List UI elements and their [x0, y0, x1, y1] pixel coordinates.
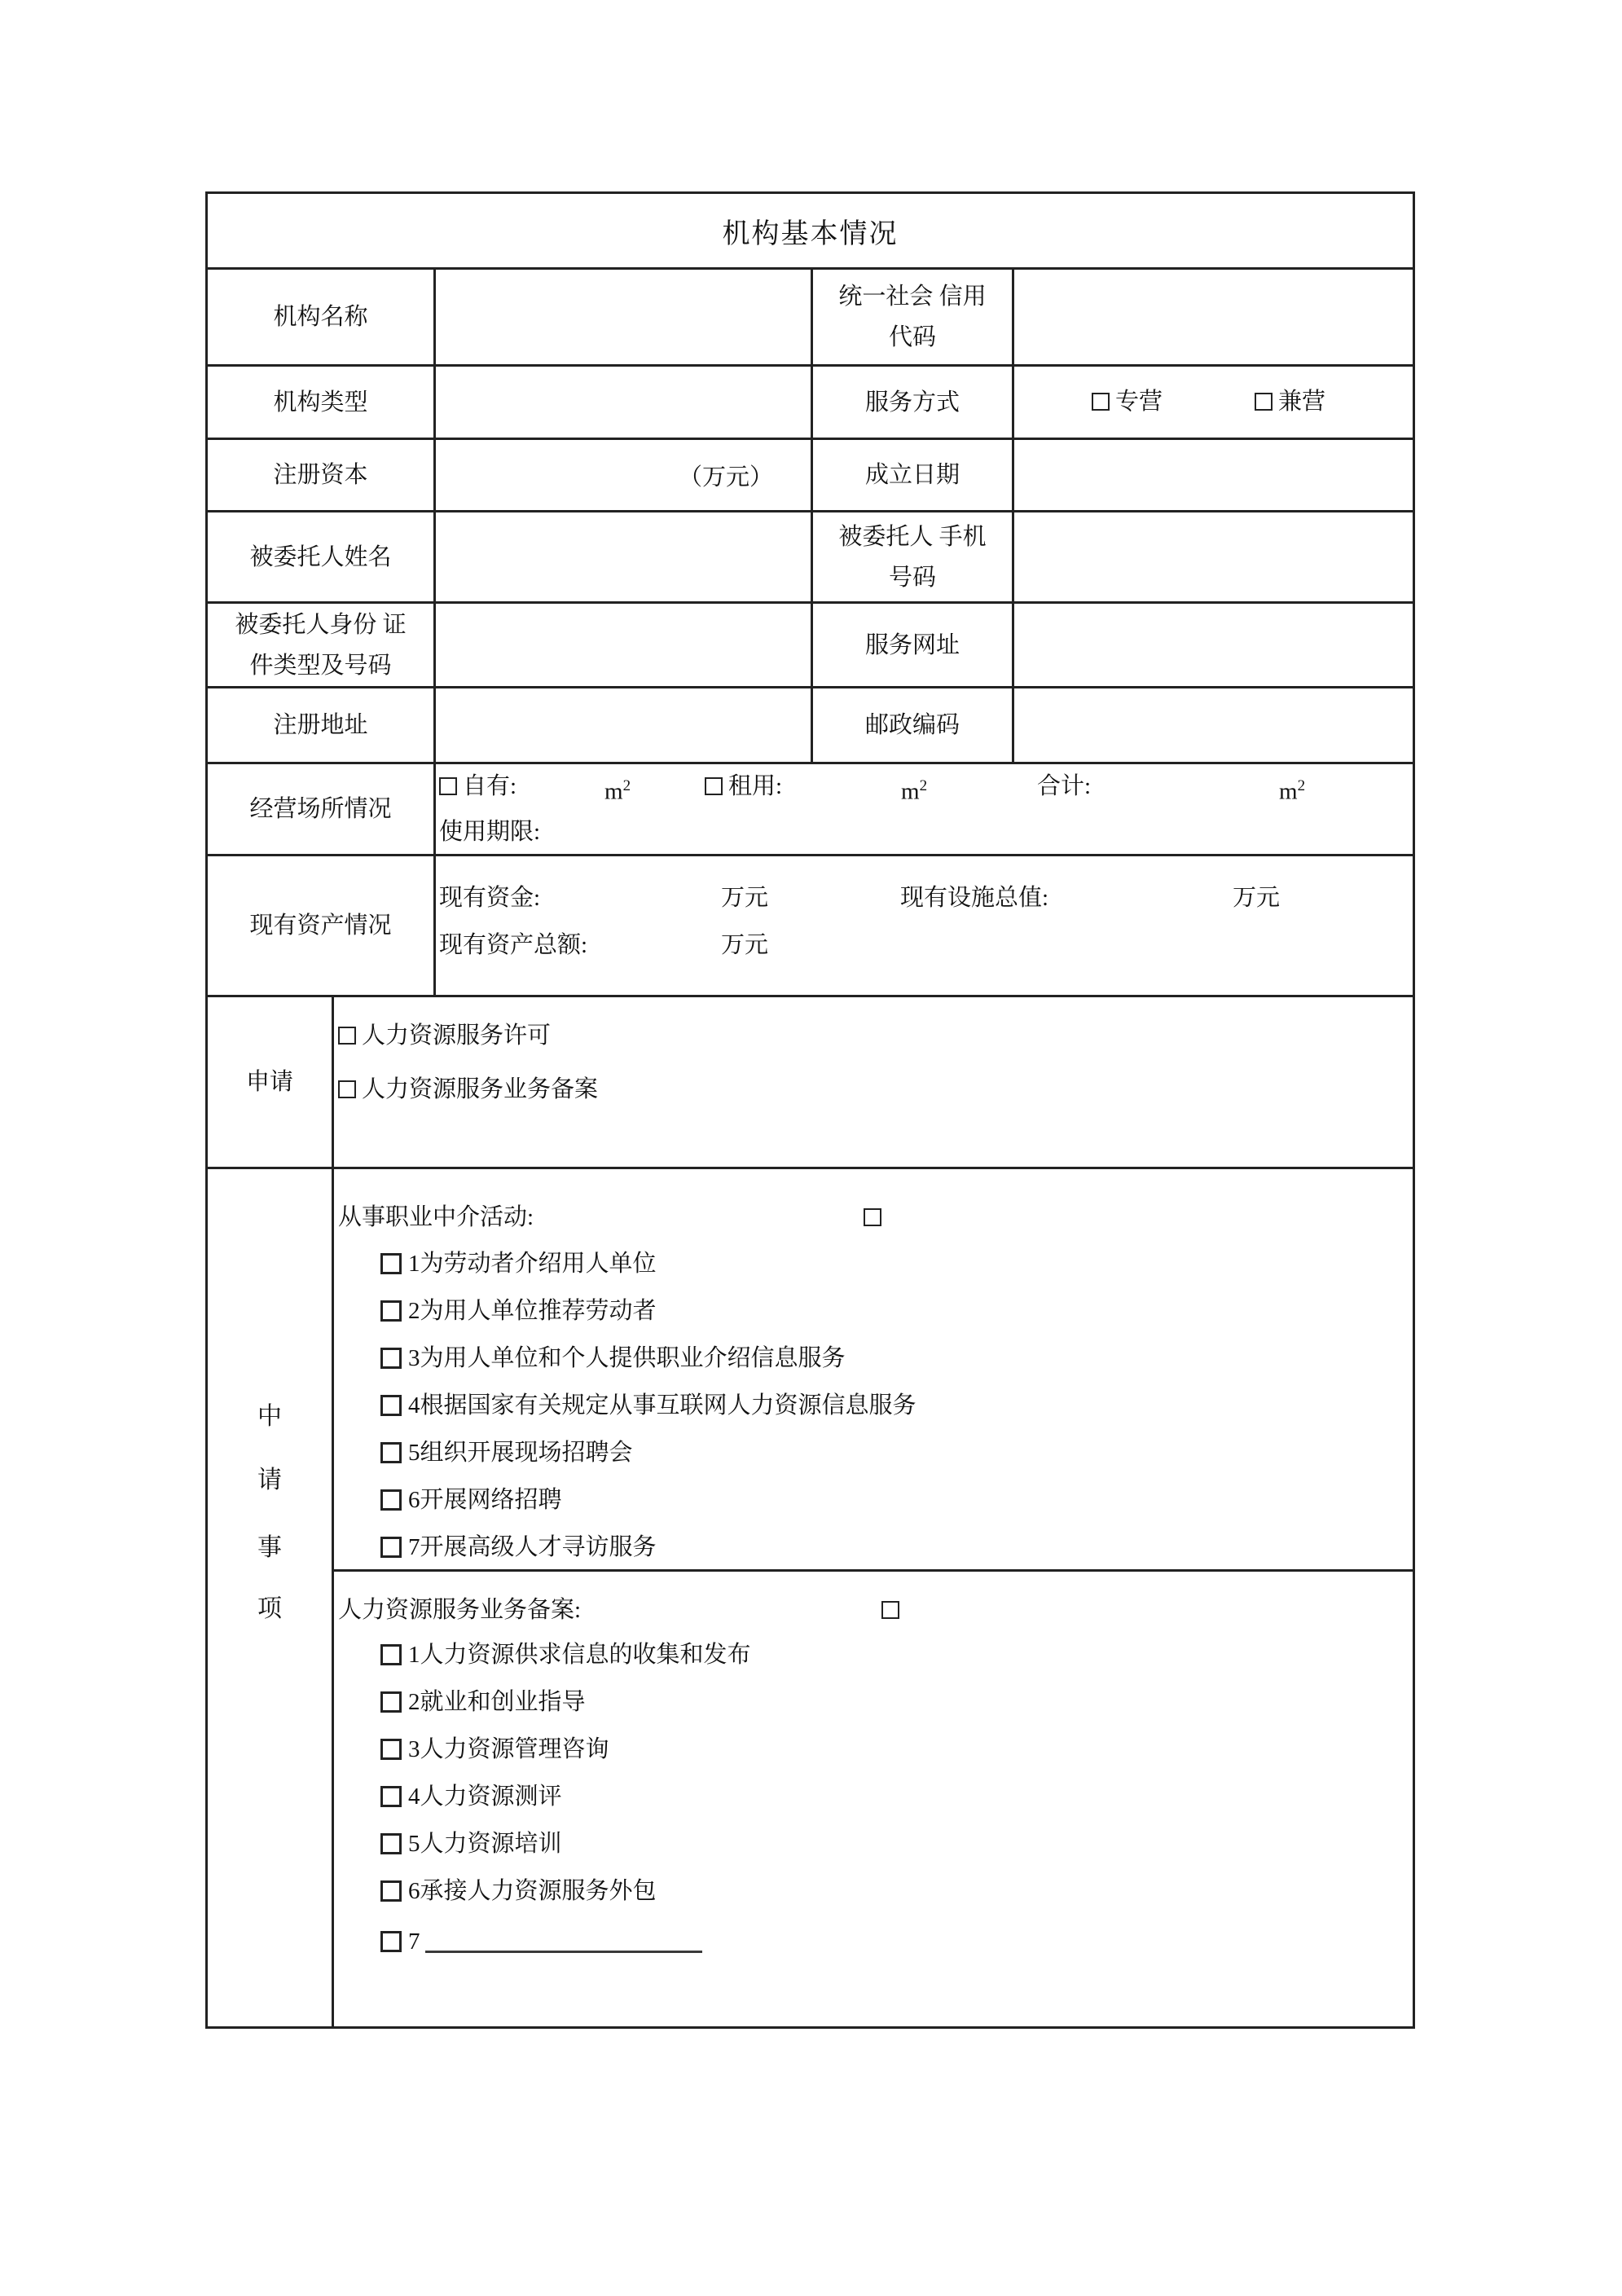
checkbox-icon[interactable]	[380, 1786, 402, 1807]
credit-code-label: 统一社会 信用 代码	[813, 270, 1014, 364]
service-mode-value	[1014, 367, 1413, 438]
checkbox-icon[interactable]	[439, 777, 457, 795]
service-mode-label: 服务方式	[813, 367, 1014, 438]
checklist-item: 6承接人力资源服务外包	[408, 1878, 657, 1904]
entrusted-phone-label: 被委托人 手机 号码	[813, 512, 1014, 601]
establish-date-label: 成立日期	[813, 440, 1014, 510]
checklist-item: 5人力资源培训	[408, 1831, 562, 1857]
checklist-item: 5组织开展现场招聘会	[408, 1440, 633, 1466]
checkbox-icon[interactable]	[380, 1537, 402, 1558]
section-agency-activities	[334, 1169, 1413, 1572]
registered-capital-value[interactable]	[436, 440, 813, 510]
checkbox-icon[interactable]	[705, 777, 723, 795]
apply-items-label: 中 请 事 项	[208, 1169, 334, 2026]
apply-items-sections	[334, 1169, 1413, 2026]
section-a-heading: 从事职业中介活动:	[338, 1204, 534, 1230]
premises-term-label: 使用期限:	[439, 819, 541, 845]
checklist-item: 1人力资源供求信息的收集和发布	[408, 1642, 751, 1668]
checklist-item: 2就业和创业指导	[408, 1689, 586, 1715]
checkbox-icon[interactable]	[380, 1931, 402, 1952]
checkbox-icon[interactable]	[864, 1208, 881, 1226]
assets-funds-label: 现有资金:	[439, 885, 541, 911]
checklist-item: 3为用人单位和个人提供职业介绍信息服务	[408, 1345, 846, 1371]
service-mode-option-concurrent: 兼营	[1278, 389, 1326, 415]
postal-code-label: 邮政编码	[813, 688, 1014, 762]
institution-basic-info-table	[205, 191, 1415, 2029]
assets-total-label: 现有资产总额:	[439, 932, 588, 958]
checklist-item: 7开展高级人才寻访服务	[408, 1534, 657, 1560]
checkbox-icon[interactable]	[380, 1833, 402, 1854]
org-name-value[interactable]	[436, 270, 813, 364]
premises-total-unit: $m^2$	[1279, 777, 1306, 805]
registered-capital-label: 注册资本	[208, 440, 436, 510]
entrusted-name-value[interactable]	[436, 512, 813, 601]
checkbox-icon[interactable]	[380, 1348, 402, 1369]
entrusted-id-label: 被委托人身份 证 件类型及号码	[208, 604, 436, 686]
apply-options	[334, 997, 1413, 1167]
checklist-item: 4根据国家有关规定从事互联网人力资源信息服务	[408, 1392, 916, 1419]
checkbox-icon[interactable]	[380, 1253, 402, 1274]
credit-code-value[interactable]	[1014, 270, 1413, 364]
fill-in-blank-line[interactable]	[425, 1931, 702, 1953]
checkbox-icon[interactable]	[1092, 393, 1110, 411]
assets-label: 现有资产情况	[208, 856, 436, 995]
entrusted-id-value[interactable]	[436, 604, 813, 686]
apply-label: 申请	[208, 997, 334, 1167]
checkbox-icon[interactable]	[380, 1739, 402, 1760]
premises-own-label: 自有:	[463, 773, 517, 799]
checklist-item: 6开展网络招聘	[408, 1487, 562, 1513]
checklist-item: 4人力资源测评	[408, 1784, 562, 1810]
checklist-item: 1为劳动者介绍用人单位	[408, 1251, 657, 1277]
reg-address-value[interactable]	[436, 688, 813, 762]
reg-address-label: 注册地址	[208, 688, 436, 762]
org-name-label: 机构名称	[208, 270, 436, 364]
entrusted-phone-value[interactable]	[1014, 512, 1413, 601]
establish-date-value[interactable]	[1014, 440, 1413, 510]
assets-total-unit: 万元	[721, 932, 769, 958]
premises-total-label: 合计:	[1037, 773, 1092, 799]
checkbox-icon[interactable]	[380, 1300, 402, 1322]
checklist-item: 3人力资源管理咨询	[408, 1736, 609, 1762]
postal-code-value[interactable]	[1014, 688, 1413, 762]
checklist-item: 7	[408, 1929, 420, 1955]
table-title: 机构基本情况	[722, 218, 899, 249]
org-type-value[interactable]	[436, 367, 813, 438]
service-mode-option-exclusive: 专营	[1115, 389, 1163, 415]
assets-facilities-label: 现有设施总值:	[900, 885, 1049, 911]
premises-label: 经营场所情况	[208, 764, 436, 854]
section-hr-service-filing	[334, 1572, 1413, 2024]
premises-rent-unit: $m^2$	[901, 777, 928, 805]
premises-own-unit: $m^2$	[604, 777, 631, 805]
checklist-item: 2为用人单位推荐劳动者	[408, 1298, 657, 1324]
premises-rent-label: 租用:	[728, 773, 783, 799]
assets-value	[436, 856, 1413, 995]
checkbox-icon[interactable]	[881, 1601, 899, 1619]
service-site-label: 服务网址	[813, 604, 1014, 686]
checkbox-icon[interactable]	[380, 1442, 402, 1463]
checkbox-icon[interactable]	[338, 1080, 356, 1098]
assets-facilities-unit: 万元	[1233, 885, 1281, 911]
checkbox-icon[interactable]	[338, 1027, 356, 1045]
apply-option-license: 人力资源服务许可	[362, 1023, 552, 1049]
registered-capital-unit: （万元）	[678, 464, 773, 490]
org-type-label: 机构类型	[208, 367, 436, 438]
apply-option-filing: 人力资源服务业务备案	[362, 1076, 599, 1102]
checkbox-icon[interactable]	[380, 1880, 402, 1902]
service-site-value[interactable]	[1014, 604, 1413, 686]
checkbox-icon[interactable]	[380, 1644, 402, 1665]
checkbox-icon[interactable]	[380, 1395, 402, 1416]
section-b-heading: 人力资源服务业务备案:	[338, 1597, 582, 1623]
assets-funds-unit: 万元	[721, 885, 769, 911]
entrusted-name-label: 被委托人姓名	[208, 512, 436, 601]
checkbox-icon[interactable]	[380, 1691, 402, 1713]
checkbox-icon[interactable]	[1255, 393, 1273, 411]
checkbox-icon[interactable]	[380, 1489, 402, 1511]
premises-value	[436, 764, 1413, 854]
